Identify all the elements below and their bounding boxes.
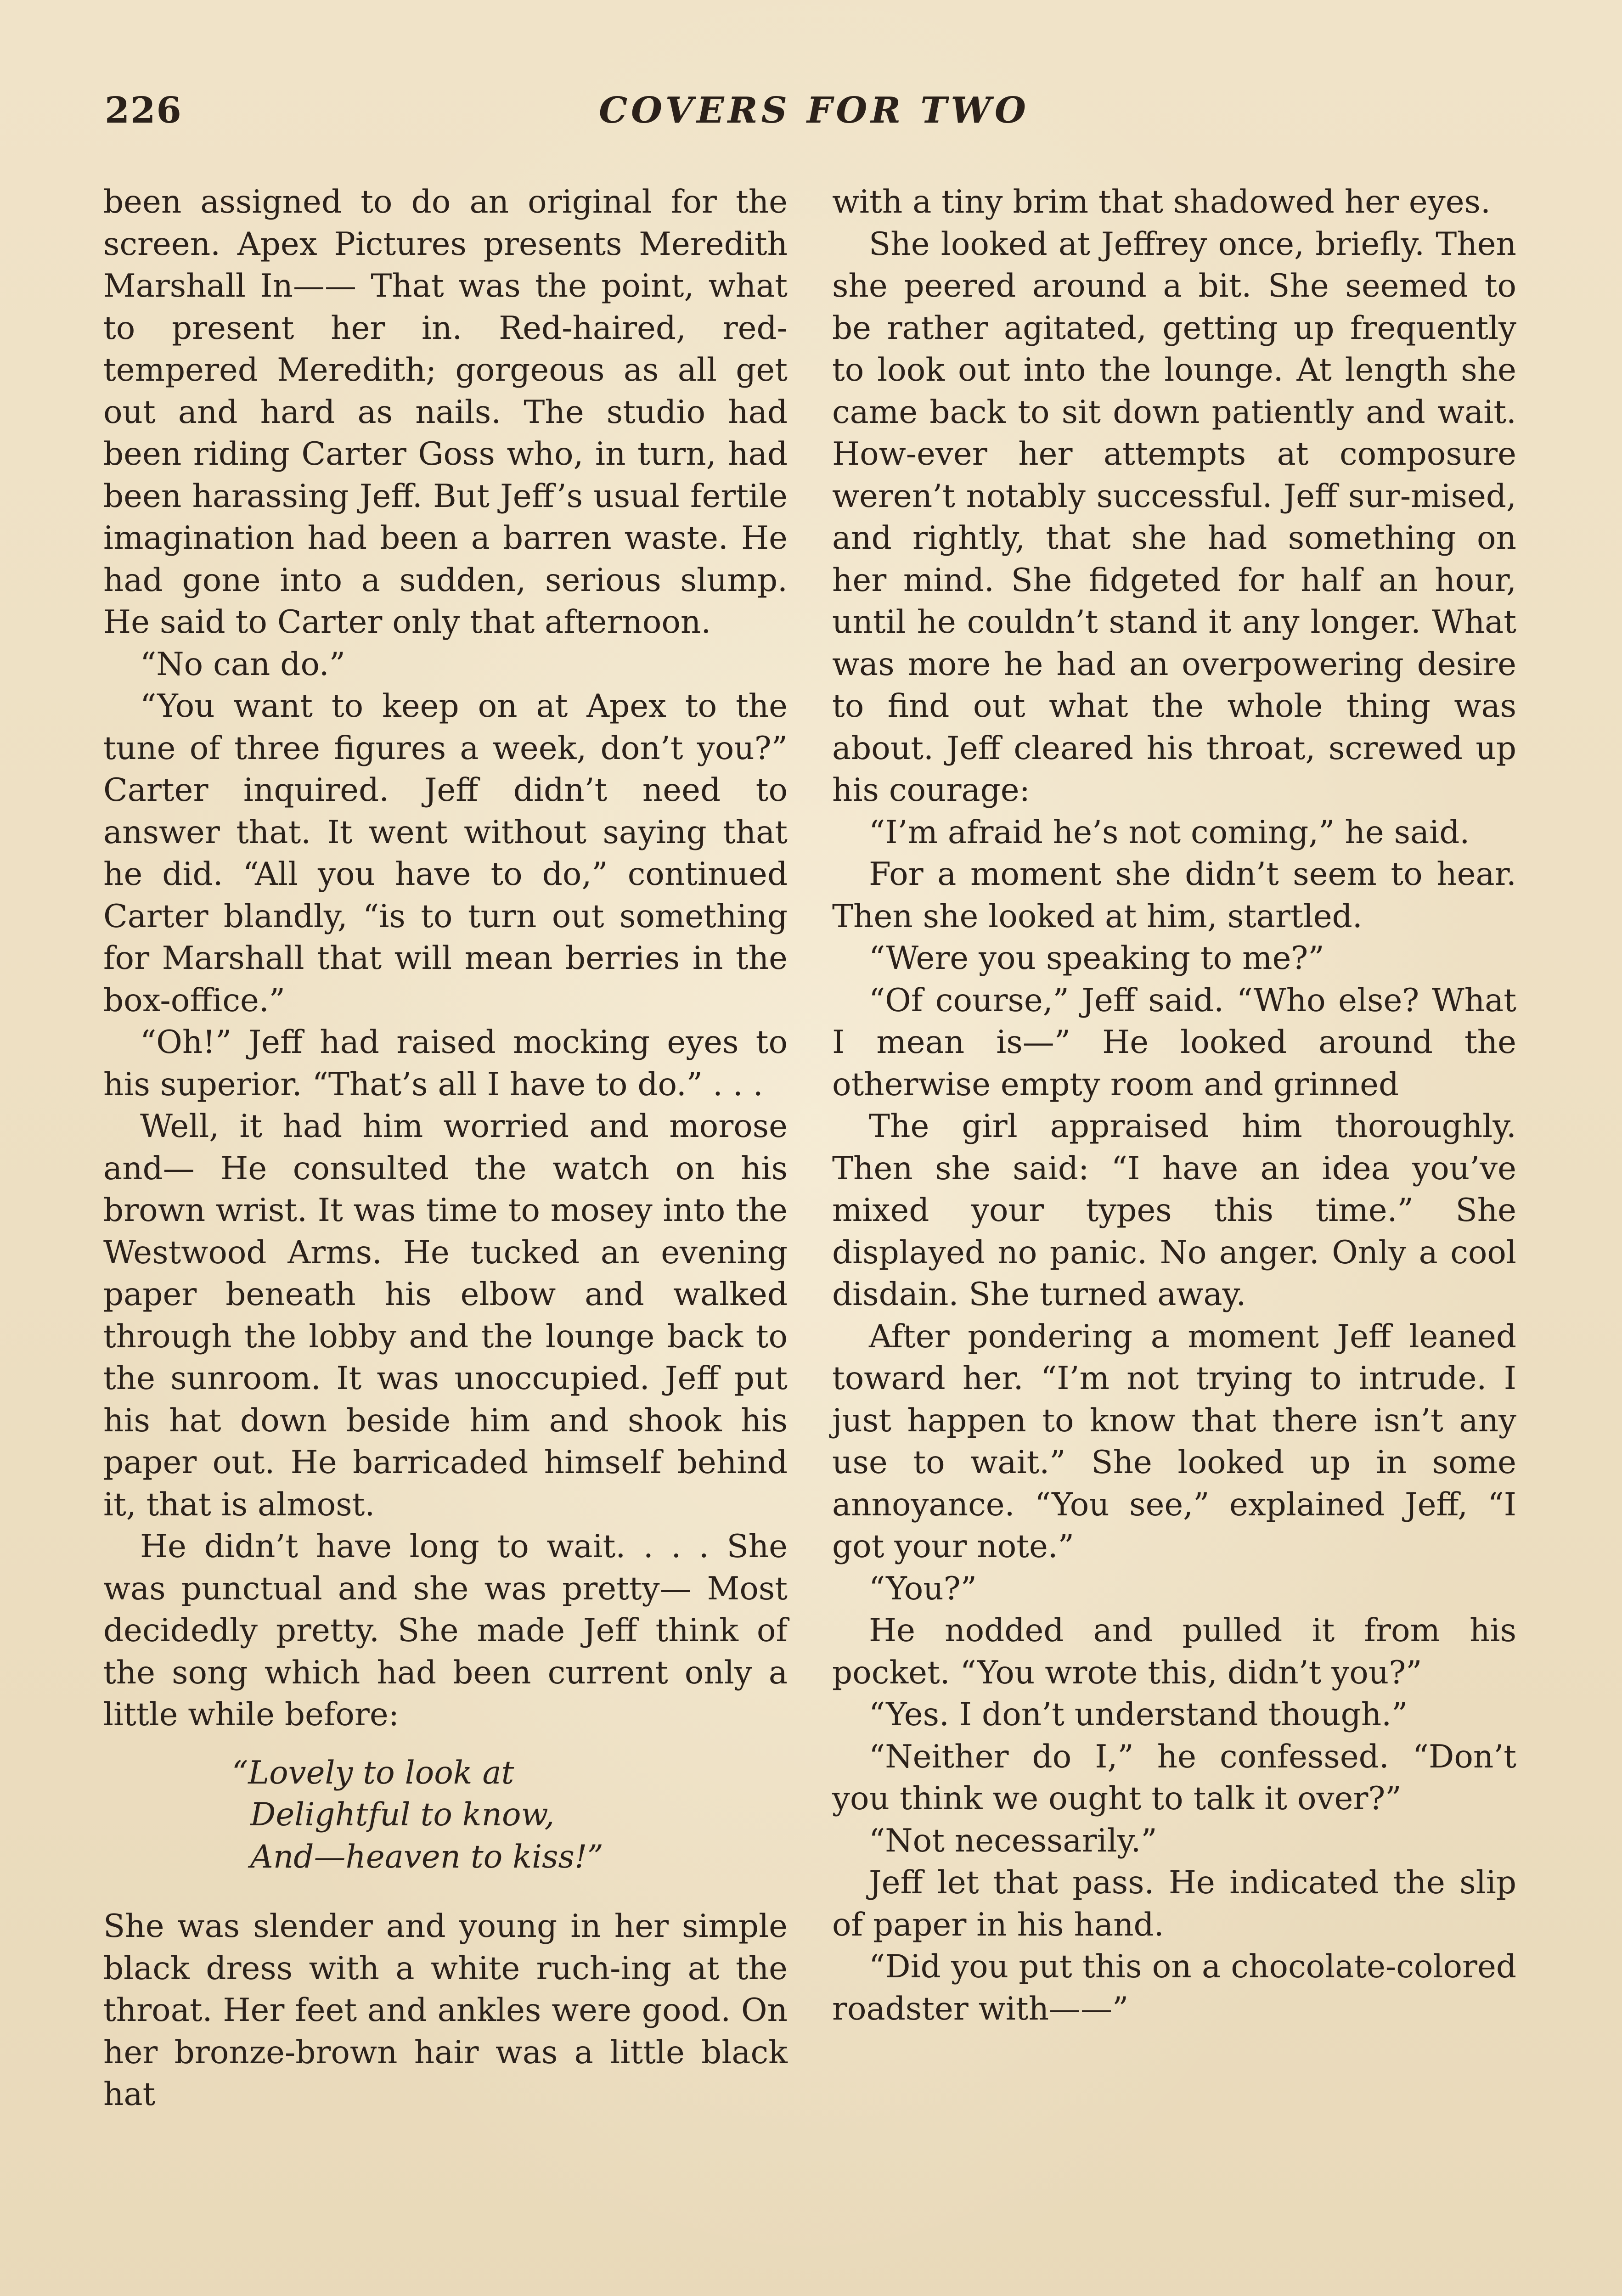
paragraph: “Neither do I,” he confessed. “Don’t you think we ought to talk it over?”: [832, 1738, 1516, 1817]
song-verse: [103, 1752, 788, 1879]
left-column: [103, 181, 788, 2116]
paragraph: She looked at Jeffrey once, briefly. Then she peered around a bit. She seemed to be rather agitated, getting up frequently to look out into the lounge. At length she came back to sit down patiently and wait. How-ever her attempts at composure weren’t notably successful. Jeff sur-mised, and rightly, that she had something on her mind. She fidgeted for half an hour, until he couldn’t stand it any longer. What was more he had an overpowering desire to find out what the whole thing was about. Jeff cleared his throat, screwed up his courage:: [832, 225, 1516, 809]
paragraph: Well, it had him worried and morose and— He consulted the watch on his brown wrist. It was time to mosey into the Westwood Arms. He tucked an evening paper beneath his elbow and walked through the lobby and the lounge back to the sunroom. It was unoccupied. Jeff put his hat down beside him and shook his paper out. He barricaded himself behind it, that is almost.: [103, 1108, 788, 1523]
paragraph: “I’m afraid he’s not coming,” he said.: [869, 814, 1470, 851]
page-number: 226: [105, 90, 182, 131]
paragraph: “Oh!” Jeff had raised mocking eyes to his superior. “That’s all I have to do.” . . .: [103, 1024, 788, 1103]
paragraph: For a moment she didn’t seem to hear. Then she looked at him, startled.: [832, 856, 1516, 935]
right-column: [832, 181, 1516, 2030]
paragraph: He nodded and pulled it from his pocket. “You wrote this, didn’t you?”: [832, 1612, 1516, 1691]
paragraph: “Did you put this on a chocolate-colored roadster with——”: [832, 1948, 1516, 2027]
paragraph: Jeff let that pass. He indicated the slip of paper in his hand.: [832, 1864, 1516, 1943]
verse-line: And—heaven to kiss!”: [250, 1838, 603, 1875]
paragraph: been assigned to do an original for the screen. Apex Pictures presents Meredith Marshall In—— That was the point, what to present her in. Red-haired, red-tempered Meredith; gorgeous as all get out and hard as nails. The studio had been riding Carter Goss who, in turn, had been harassing Jeff. But Jeff’s usual fertile imagination had been a barren waste. He had gone into a sudden, serious slump. He said to Carter only that afternoon.: [103, 184, 788, 641]
paragraph: The girl appraised him thoroughly. Then she said: “I have an idea you’ve mixed your types this time.” She displayed no panic. No anger. Only a cool disdain. She turned away.: [832, 1108, 1516, 1313]
paragraph: “Of course,” Jeff said. “Who else? What I mean is—” He looked around the otherwise empty room and grinned: [832, 982, 1516, 1103]
paragraph: She was slender and young in her simple black dress with a white ruch-ing at the throat. Her feet and ankles were good. On her bronze-brown hair was a little black hat: [103, 1908, 788, 2113]
paragraph: “No can do.”: [140, 646, 345, 683]
paragraph: He didn’t have long to wait. . . . She was punctual and she was pretty— Most decidedly pretty. She made Jeff think of the song which had been current only a little while before:: [103, 1528, 788, 1733]
paragraph: “Yes. I don’t understand though.”: [869, 1696, 1408, 1733]
paragraph: “You want to keep on at Apex to the tune of three figures a week, don’t you?” Carter inquired. Jeff didn’t need to answer that. It went without saying that he did. “All you have to do,” continued Carter blandly, “is to turn out something for Marshall that will mean berries in the box-office.”: [103, 688, 788, 1019]
paragraph: with a tiny brim that shadowed her eyes.: [832, 184, 1491, 220]
paragraph: “Not necessarily.”: [869, 1822, 1157, 1859]
verse-line: Delightful to know,: [250, 1796, 555, 1833]
paragraph: “Were you speaking to me?”: [869, 940, 1324, 977]
verse-line: “Lovely to look at: [232, 1754, 514, 1791]
paragraph: After pondering a moment Jeff leaned toward her. “I’m not trying to intrude. I just happen to know that there isn’t any use to wait.” She looked up in some annoyance. “You see,” explained Jeff, “I got your note.”: [832, 1318, 1516, 1565]
paragraph: “You?”: [869, 1570, 977, 1607]
running-title: COVERS FOR TWO: [599, 90, 1030, 131]
page-header: [105, 90, 1524, 140]
